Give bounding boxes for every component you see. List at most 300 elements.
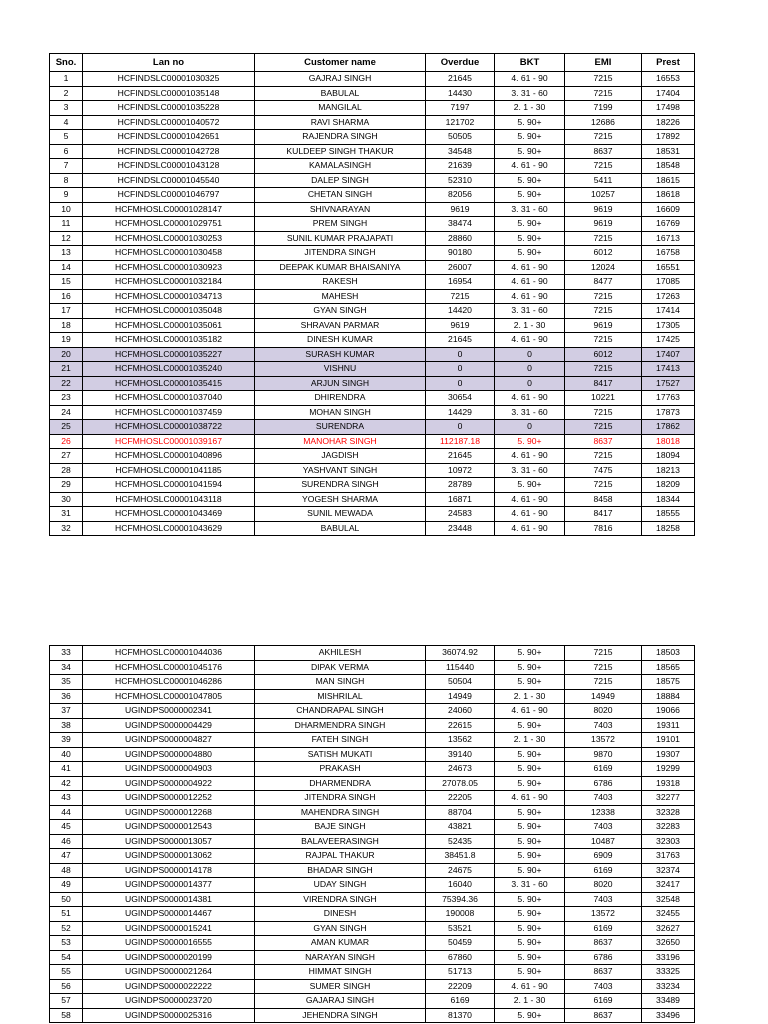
- table-row: [50, 994, 695, 1009]
- cell-lan-no: UGINDPS0000004903: [83, 762, 255, 777]
- cell-overdue: 115440: [426, 660, 495, 675]
- cell-lan-no: HCFMHOSLC00001035227: [83, 347, 255, 362]
- cell-bkt: 5. 90+: [495, 246, 565, 261]
- cell-prest: 18018: [642, 434, 695, 449]
- header-lan-no: Lan no: [83, 54, 255, 72]
- table-row: [50, 979, 695, 994]
- cell-customer-name: SHIVNARAYAN: [255, 202, 426, 217]
- table-row: [50, 863, 695, 878]
- cell-sno: 55: [50, 965, 83, 980]
- cell-bkt: 2. 1 - 30: [495, 318, 565, 333]
- cell-customer-name: DHARMENDRA: [255, 776, 426, 791]
- cell-emi: 8417: [565, 376, 642, 391]
- cell-customer-name: AMAN KUMAR: [255, 936, 426, 951]
- cell-customer-name: JAGDISH: [255, 449, 426, 464]
- cell-lan-no: UGINDPS0000014377: [83, 878, 255, 893]
- cell-overdue: 21645: [426, 333, 495, 348]
- cell-prest: 16551: [642, 260, 695, 275]
- table-row: [50, 805, 695, 820]
- cell-sno: 4: [50, 115, 83, 130]
- table-row: [50, 420, 695, 435]
- cell-sno: 36: [50, 689, 83, 704]
- cell-sno: 43: [50, 791, 83, 806]
- cell-customer-name: MAN SINGH: [255, 675, 426, 690]
- cell-emi: 6169: [565, 762, 642, 777]
- cell-customer-name: AKHILESH: [255, 646, 426, 661]
- cell-bkt: 0: [495, 420, 565, 435]
- cell-prest: 17413: [642, 362, 695, 377]
- cell-customer-name: VIRENDRA SINGH: [255, 892, 426, 907]
- cell-lan-no: HCFMHOSLC00001046286: [83, 675, 255, 690]
- cell-prest: 18209: [642, 478, 695, 493]
- cell-prest: 33489: [642, 994, 695, 1009]
- cell-lan-no: HCFMHOSLC00001041185: [83, 463, 255, 478]
- cell-customer-name: SURASH KUMAR: [255, 347, 426, 362]
- cell-emi: 7403: [565, 892, 642, 907]
- cell-sno: 57: [50, 994, 83, 1009]
- cell-lan-no: HCFMHOSLC00001043629: [83, 521, 255, 536]
- cell-lan-no: UGINDPS0000023720: [83, 994, 255, 1009]
- cell-sno: 49: [50, 878, 83, 893]
- cell-sno: 39: [50, 733, 83, 748]
- cell-bkt: 5. 90+: [495, 130, 565, 145]
- table-row: [50, 86, 695, 101]
- cell-emi: 6786: [565, 776, 642, 791]
- cell-lan-no: HCFMHOSLC00001041594: [83, 478, 255, 493]
- cell-bkt: 5. 90+: [495, 231, 565, 246]
- cell-overdue: 22205: [426, 791, 495, 806]
- cell-bkt: 3. 31 - 60: [495, 86, 565, 101]
- table-row: [50, 463, 695, 478]
- cell-bkt: 5. 90+: [495, 805, 565, 820]
- cell-bkt: 2. 1 - 30: [495, 733, 565, 748]
- table-row: [50, 936, 695, 951]
- cell-prest: 19066: [642, 704, 695, 719]
- cell-emi: 7215: [565, 231, 642, 246]
- cell-overdue: 14430: [426, 86, 495, 101]
- cell-customer-name: SUNIL MEWADA: [255, 507, 426, 522]
- cell-overdue: 6169: [426, 994, 495, 1009]
- cell-bkt: 5. 90+: [495, 921, 565, 936]
- cell-prest: 19311: [642, 718, 695, 733]
- table-row: [50, 878, 695, 893]
- cell-emi: 7403: [565, 979, 642, 994]
- cell-sno: 38: [50, 718, 83, 733]
- cell-sno: 45: [50, 820, 83, 835]
- cell-emi: 6909: [565, 849, 642, 864]
- table-row: [50, 660, 695, 675]
- cell-emi: 7215: [565, 478, 642, 493]
- cell-emi: 5411: [565, 173, 642, 188]
- cell-emi: 12024: [565, 260, 642, 275]
- cell-overdue: 26007: [426, 260, 495, 275]
- cell-sno: 51: [50, 907, 83, 922]
- table-row: [50, 115, 695, 130]
- cell-emi: 13572: [565, 907, 642, 922]
- cell-lan-no: UGINDPS0000004827: [83, 733, 255, 748]
- cell-lan-no: UGINDPS0000021264: [83, 965, 255, 980]
- table-row: [50, 507, 695, 522]
- cell-lan-no: HCFMHOSLC00001035415: [83, 376, 255, 391]
- table-row: [50, 892, 695, 907]
- cell-sno: 23: [50, 391, 83, 406]
- table-row: [50, 521, 695, 536]
- cell-sno: 47: [50, 849, 83, 864]
- cell-lan-no: HCFINDSLC00001030325: [83, 72, 255, 87]
- cell-bkt: 5. 90+: [495, 646, 565, 661]
- cell-bkt: 5. 90+: [495, 892, 565, 907]
- cell-bkt: 5. 90+: [495, 675, 565, 690]
- cell-prest: 32328: [642, 805, 695, 820]
- cell-prest: 33496: [642, 1008, 695, 1023]
- table-row: [50, 289, 695, 304]
- table-row: [50, 434, 695, 449]
- cell-lan-no: UGINDPS0000012268: [83, 805, 255, 820]
- cell-prest: 18565: [642, 660, 695, 675]
- cell-emi: 10257: [565, 188, 642, 203]
- header-emi: EMI: [565, 54, 642, 72]
- cell-customer-name: VISHNU: [255, 362, 426, 377]
- cell-prest: 32277: [642, 791, 695, 806]
- cell-lan-no: HCFMHOSLC00001028147: [83, 202, 255, 217]
- cell-customer-name: BAJE SINGH: [255, 820, 426, 835]
- table-row: [50, 733, 695, 748]
- cell-prest: 18615: [642, 173, 695, 188]
- table-row: [50, 689, 695, 704]
- cell-overdue: 112187.18: [426, 434, 495, 449]
- cell-prest: 31763: [642, 849, 695, 864]
- cell-lan-no: HCFMHOSLC00001037040: [83, 391, 255, 406]
- cell-overdue: 90180: [426, 246, 495, 261]
- cell-sno: 24: [50, 405, 83, 420]
- cell-bkt: 4. 61 - 90: [495, 289, 565, 304]
- cell-overdue: 14420: [426, 304, 495, 319]
- cell-sno: 27: [50, 449, 83, 464]
- cell-emi: 7215: [565, 449, 642, 464]
- cell-bkt: 0: [495, 376, 565, 391]
- cell-lan-no: UGINDPS0000012252: [83, 791, 255, 806]
- cell-customer-name: NARAYAN SINGH: [255, 950, 426, 965]
- cell-emi: 9619: [565, 318, 642, 333]
- cell-sno: 29: [50, 478, 83, 493]
- cell-sno: 10: [50, 202, 83, 217]
- table-row: [50, 217, 695, 232]
- header-row: [50, 54, 695, 72]
- cell-sno: 32: [50, 521, 83, 536]
- cell-emi: 7215: [565, 405, 642, 420]
- cell-emi: 9619: [565, 217, 642, 232]
- table-row: [50, 405, 695, 420]
- cell-overdue: 7215: [426, 289, 495, 304]
- cell-prest: 17892: [642, 130, 695, 145]
- cell-overdue: 0: [426, 347, 495, 362]
- cell-customer-name: BALAVEERASINGH: [255, 834, 426, 849]
- table-row: [50, 834, 695, 849]
- cell-emi: 9870: [565, 747, 642, 762]
- cell-lan-no: HCFMHOSLC00001039167: [83, 434, 255, 449]
- cell-sno: 41: [50, 762, 83, 777]
- cell-overdue: 21645: [426, 72, 495, 87]
- table-row: [50, 849, 695, 864]
- cell-customer-name: KAMALASINGH: [255, 159, 426, 174]
- loan-table-page-1: [49, 53, 695, 536]
- cell-prest: 17498: [642, 101, 695, 116]
- cell-prest: 17425: [642, 333, 695, 348]
- cell-lan-no: UGINDPS0000016555: [83, 936, 255, 951]
- table-row: [50, 478, 695, 493]
- cell-prest: 18548: [642, 159, 695, 174]
- cell-emi: 6169: [565, 863, 642, 878]
- table-row: [50, 159, 695, 174]
- table-row: [50, 304, 695, 319]
- cell-customer-name: RAKESH: [255, 275, 426, 290]
- cell-lan-no: HCFINDSLC00001040572: [83, 115, 255, 130]
- cell-bkt: 4. 61 - 90: [495, 260, 565, 275]
- table-row: [50, 202, 695, 217]
- cell-customer-name: ARJUN SINGH: [255, 376, 426, 391]
- cell-customer-name: CHETAN SINGH: [255, 188, 426, 203]
- cell-sno: 12: [50, 231, 83, 246]
- cell-sno: 52: [50, 921, 83, 936]
- cell-customer-name: DIPAK VERMA: [255, 660, 426, 675]
- cell-customer-name: RAJPAL THAKUR: [255, 849, 426, 864]
- header-prest: Prest: [642, 54, 695, 72]
- table-row: [50, 449, 695, 464]
- cell-prest: 32455: [642, 907, 695, 922]
- cell-customer-name: SURENDRA SINGH: [255, 478, 426, 493]
- cell-emi: 8020: [565, 878, 642, 893]
- cell-sno: 33: [50, 646, 83, 661]
- cell-lan-no: HCFINDSLC00001042651: [83, 130, 255, 145]
- cell-overdue: 75394.36: [426, 892, 495, 907]
- cell-prest: 19318: [642, 776, 695, 791]
- cell-lan-no: HCFMHOSLC00001035182: [83, 333, 255, 348]
- cell-sno: 30: [50, 492, 83, 507]
- cell-lan-no: HCFINDSLC00001042728: [83, 144, 255, 159]
- cell-customer-name: UDAY SINGH: [255, 878, 426, 893]
- cell-bkt: 5. 90+: [495, 965, 565, 980]
- cell-customer-name: DALEP SINGH: [255, 173, 426, 188]
- cell-emi: 6012: [565, 347, 642, 362]
- cell-customer-name: KULDEEP SINGH THAKUR: [255, 144, 426, 159]
- cell-emi: 7215: [565, 362, 642, 377]
- cell-sno: 18: [50, 318, 83, 333]
- cell-emi: 7215: [565, 130, 642, 145]
- cell-customer-name: YOGESH SHARMA: [255, 492, 426, 507]
- cell-emi: 12338: [565, 805, 642, 820]
- cell-emi: 7215: [565, 646, 642, 661]
- cell-sno: 28: [50, 463, 83, 478]
- cell-customer-name: DHARMENDRA SINGH: [255, 718, 426, 733]
- cell-prest: 17263: [642, 289, 695, 304]
- cell-lan-no: HCFMHOSLC00001043118: [83, 492, 255, 507]
- cell-prest: 18618: [642, 188, 695, 203]
- cell-sno: 34: [50, 660, 83, 675]
- cell-customer-name: MISHRILAL: [255, 689, 426, 704]
- cell-emi: 13572: [565, 733, 642, 748]
- table-row: [50, 820, 695, 835]
- cell-bkt: 5. 90+: [495, 478, 565, 493]
- cell-prest: 18503: [642, 646, 695, 661]
- table-row: [50, 776, 695, 791]
- cell-customer-name: JITENDRA SINGH: [255, 791, 426, 806]
- cell-prest: 33196: [642, 950, 695, 965]
- cell-sno: 35: [50, 675, 83, 690]
- table-row: [50, 646, 695, 661]
- cell-sno: 15: [50, 275, 83, 290]
- cell-overdue: 88704: [426, 805, 495, 820]
- cell-bkt: 4. 61 - 90: [495, 449, 565, 464]
- cell-customer-name: RAJENDRA SINGH: [255, 130, 426, 145]
- cell-lan-no: UGINDPS0000025316: [83, 1008, 255, 1023]
- cell-overdue: 34548: [426, 144, 495, 159]
- cell-lan-no: UGINDPS0000004429: [83, 718, 255, 733]
- cell-sno: 13: [50, 246, 83, 261]
- cell-bkt: 5. 90+: [495, 115, 565, 130]
- cell-customer-name: GAJARAJ SINGH: [255, 994, 426, 1009]
- cell-sno: 37: [50, 704, 83, 719]
- cell-lan-no: HCFINDSLC00001035228: [83, 101, 255, 116]
- cell-bkt: 3. 31 - 60: [495, 405, 565, 420]
- cell-lan-no: HCFMHOSLC00001035061: [83, 318, 255, 333]
- cell-bkt: 2. 1 - 30: [495, 689, 565, 704]
- cell-prest: 17873: [642, 405, 695, 420]
- table-row: [50, 1008, 695, 1023]
- cell-sno: 17: [50, 304, 83, 319]
- cell-customer-name: MAHESH: [255, 289, 426, 304]
- cell-bkt: 5. 90+: [495, 1008, 565, 1023]
- cell-emi: 8637: [565, 434, 642, 449]
- cell-overdue: 190008: [426, 907, 495, 922]
- cell-customer-name: SURENDRA: [255, 420, 426, 435]
- cell-customer-name: SHRAVAN PARMAR: [255, 318, 426, 333]
- header-customer-name: Customer name: [255, 54, 426, 72]
- cell-overdue: 16040: [426, 878, 495, 893]
- table-row: [50, 747, 695, 762]
- cell-customer-name: GAJRAJ SINGH: [255, 72, 426, 87]
- cell-overdue: 43821: [426, 820, 495, 835]
- cell-emi: 7215: [565, 304, 642, 319]
- cell-bkt: 5. 90+: [495, 217, 565, 232]
- cell-prest: 17305: [642, 318, 695, 333]
- cell-emi: 7215: [565, 72, 642, 87]
- cell-overdue: 67860: [426, 950, 495, 965]
- cell-lan-no: UGINDPS0000015241: [83, 921, 255, 936]
- cell-customer-name: SATISH MUKATI: [255, 747, 426, 762]
- cell-overdue: 21645: [426, 449, 495, 464]
- cell-sno: 19: [50, 333, 83, 348]
- cell-prest: 19307: [642, 747, 695, 762]
- cell-customer-name: DINESH: [255, 907, 426, 922]
- cell-overdue: 24673: [426, 762, 495, 777]
- cell-overdue: 38474: [426, 217, 495, 232]
- cell-customer-name: MANGILAL: [255, 101, 426, 116]
- cell-overdue: 10972: [426, 463, 495, 478]
- cell-bkt: 5. 90+: [495, 776, 565, 791]
- cell-customer-name: MANOHAR SINGH: [255, 434, 426, 449]
- cell-overdue: 21639: [426, 159, 495, 174]
- cell-bkt: 5. 90+: [495, 907, 565, 922]
- cell-overdue: 50505: [426, 130, 495, 145]
- cell-emi: 8477: [565, 275, 642, 290]
- table-row: [50, 144, 695, 159]
- cell-customer-name: BHADAR SINGH: [255, 863, 426, 878]
- table-row: [50, 965, 695, 980]
- cell-overdue: 22209: [426, 979, 495, 994]
- cell-bkt: 4. 61 - 90: [495, 72, 565, 87]
- table-row: [50, 950, 695, 965]
- cell-customer-name: GYAN SINGH: [255, 921, 426, 936]
- cell-emi: 12686: [565, 115, 642, 130]
- table-row: [50, 675, 695, 690]
- cell-prest: 16758: [642, 246, 695, 261]
- cell-lan-no: HCFMHOSLC00001030923: [83, 260, 255, 275]
- cell-sno: 21: [50, 362, 83, 377]
- table-row: [50, 246, 695, 261]
- cell-customer-name: SUMER SINGH: [255, 979, 426, 994]
- cell-sno: 44: [50, 805, 83, 820]
- table-row: [50, 907, 695, 922]
- cell-bkt: 3. 31 - 60: [495, 463, 565, 478]
- cell-prest: 18575: [642, 675, 695, 690]
- cell-bkt: 4. 61 - 90: [495, 979, 565, 994]
- cell-overdue: 23448: [426, 521, 495, 536]
- cell-sno: 2: [50, 86, 83, 101]
- cell-customer-name: CHANDRAPAL SINGH: [255, 704, 426, 719]
- cell-prest: 33325: [642, 965, 695, 980]
- cell-sno: 7: [50, 159, 83, 174]
- cell-prest: 19299: [642, 762, 695, 777]
- cell-customer-name: DINESH KUMAR: [255, 333, 426, 348]
- cell-prest: 18213: [642, 463, 695, 478]
- cell-emi: 10487: [565, 834, 642, 849]
- cell-lan-no: HCFMHOSLC00001043469: [83, 507, 255, 522]
- table-row: [50, 188, 695, 203]
- table-row: [50, 791, 695, 806]
- cell-overdue: 52435: [426, 834, 495, 849]
- cell-bkt: 5. 90+: [495, 188, 565, 203]
- cell-emi: 8458: [565, 492, 642, 507]
- cell-lan-no: HCFMHOSLC00001029751: [83, 217, 255, 232]
- cell-prest: 16609: [642, 202, 695, 217]
- cell-lan-no: UGINDPS0000013057: [83, 834, 255, 849]
- cell-overdue: 16871: [426, 492, 495, 507]
- cell-prest: 32650: [642, 936, 695, 951]
- cell-bkt: 4. 61 - 90: [495, 521, 565, 536]
- cell-prest: 18884: [642, 689, 695, 704]
- cell-sno: 11: [50, 217, 83, 232]
- cell-sno: 25: [50, 420, 83, 435]
- cell-sno: 8: [50, 173, 83, 188]
- cell-emi: 7403: [565, 718, 642, 733]
- cell-overdue: 81370: [426, 1008, 495, 1023]
- cell-emi: 6169: [565, 921, 642, 936]
- cell-overdue: 36074.92: [426, 646, 495, 661]
- table-row: [50, 260, 695, 275]
- cell-lan-no: HCFMHOSLC00001045176: [83, 660, 255, 675]
- cell-overdue: 13562: [426, 733, 495, 748]
- cell-sno: 56: [50, 979, 83, 994]
- table-row: [50, 101, 695, 116]
- cell-overdue: 28789: [426, 478, 495, 493]
- cell-sno: 54: [50, 950, 83, 965]
- cell-lan-no: HCFMHOSLC00001034713: [83, 289, 255, 304]
- cell-overdue: 24583: [426, 507, 495, 522]
- cell-sno: 50: [50, 892, 83, 907]
- cell-emi: 9619: [565, 202, 642, 217]
- cell-lan-no: HCFMHOSLC00001035240: [83, 362, 255, 377]
- cell-customer-name: BABULAL: [255, 521, 426, 536]
